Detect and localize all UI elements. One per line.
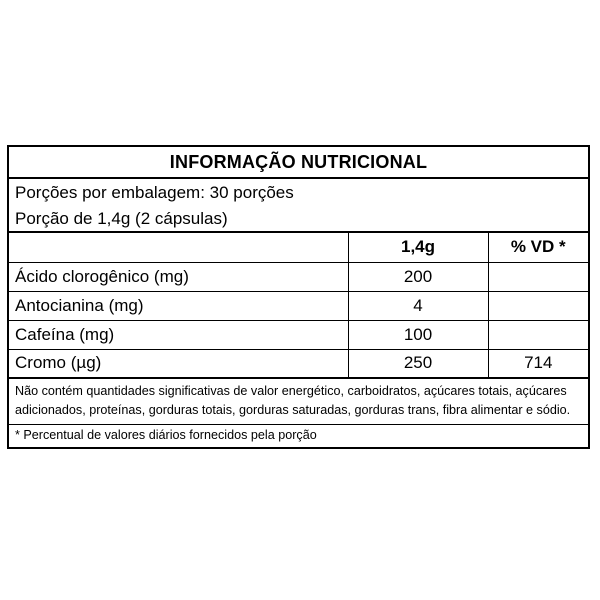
- header-daily-value: % VD *: [488, 233, 588, 262]
- nutrient-daily-value: [488, 320, 588, 349]
- nutrient-amount: 100: [348, 320, 488, 349]
- nutrient-name: Cafeína (mg): [9, 320, 348, 349]
- servings-per-package: Porções por embalagem: 30 porções: [15, 183, 294, 202]
- nutrient-name: Ácido clorogênico (mg): [9, 262, 348, 291]
- nutrient-name: Cromo (µg): [9, 349, 348, 378]
- nutrient-daily-value: [488, 262, 588, 291]
- nutrient-amount: 200: [348, 262, 488, 291]
- header-nutrient: [9, 233, 348, 262]
- nutrition-facts-label: [7, 145, 590, 449]
- nutrient-daily-value: 714: [488, 349, 588, 378]
- daily-value-footnote: * Percentual de valores diários fornecidos pela porção: [15, 428, 317, 442]
- table-row: [9, 291, 588, 320]
- serving-info: [9, 179, 588, 233]
- nutrient-amount: 4: [348, 291, 488, 320]
- table-row: [9, 262, 588, 291]
- header-amount: 1,4g: [348, 233, 488, 262]
- nutrient-daily-value: [488, 291, 588, 320]
- table-row: [9, 349, 588, 378]
- serving-size: Porção de 1,4g (2 cápsulas): [15, 209, 228, 228]
- not-significant-note: Não contém quantidades significativas de valor energético, carboidratos, açúcares totais, açúcares adicionados, proteínas, gorduras totais, gorduras saturadas, gorduras trans, fibra alimentar e sódio.: [9, 379, 588, 425]
- nutrient-amount: 250: [348, 349, 488, 378]
- label-title: INFORMAÇÃO NUTRICIONAL: [9, 147, 588, 179]
- table-header-row: [9, 233, 588, 262]
- table-row: [9, 320, 588, 349]
- nutrient-table: [9, 233, 588, 379]
- nutrient-name: Antocianina (mg): [9, 291, 348, 320]
